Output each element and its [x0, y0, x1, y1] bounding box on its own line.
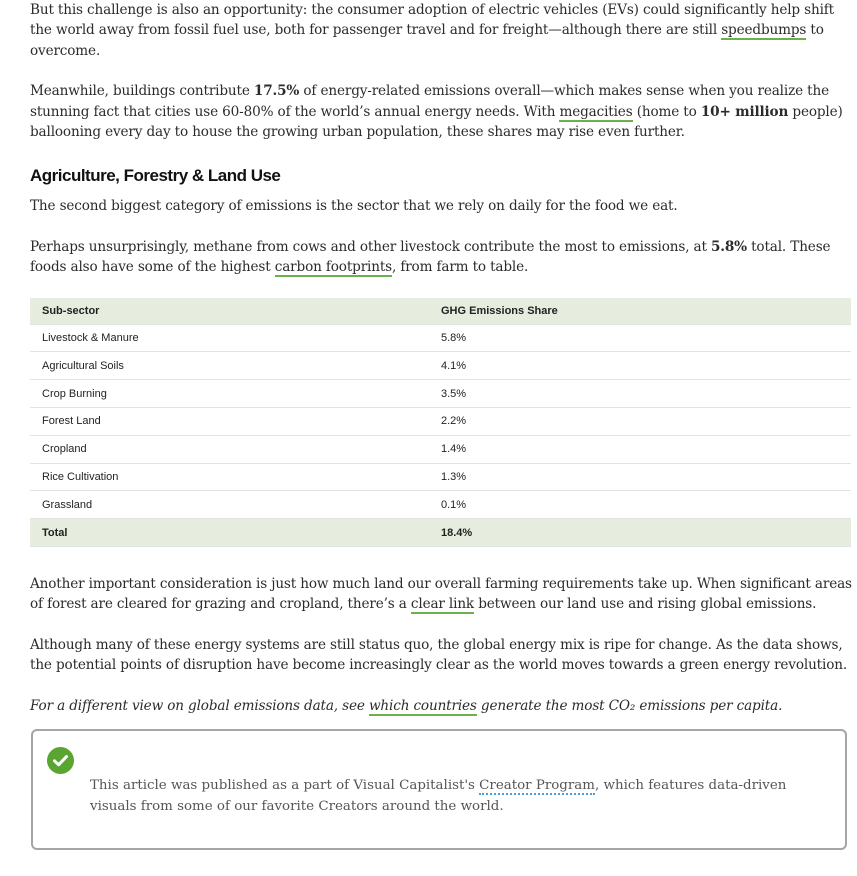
share-cell: 5.8% [441, 324, 851, 352]
subsector-cell: Forest Land [30, 408, 441, 436]
buildings-paragraph: Meanwhile, buildings contribute 17.5% of energy-related emissions overall—which makes sense when you realize the stunning fact that cities use 60-80% of the world’s annual energy needs. With megacities (home to 10+ million people) ballooning every day to house the growing urban population, these shares may rise even further. [30, 83, 843, 141]
megacity-population: 10+ million [700, 103, 789, 120]
subsector-cell: Agricultural Soils [30, 352, 441, 380]
table-row [30, 408, 851, 436]
table-header-row [30, 298, 851, 325]
share-cell: 0.1% [441, 491, 851, 519]
column-header-subsector: Sub-sector [30, 298, 441, 325]
speedbumps-link[interactable]: speedbumps [721, 22, 807, 39]
subsector-cell: Crop Burning [30, 380, 441, 408]
table-row [30, 324, 851, 352]
table-row [30, 352, 851, 380]
creator-program-link[interactable]: Creator Program [479, 778, 595, 793]
subsector-cell: Livestock & Manure [30, 324, 441, 352]
creator-program-callout [31, 729, 847, 850]
table-row [30, 380, 851, 408]
different-view-paragraph: For a different view on global emissions data, see which countries generate the most CO₂ emissions per capita. [30, 697, 783, 714]
total-share-cell: 18.4% [441, 519, 851, 547]
table-total-row [30, 519, 851, 547]
share-cell: 3.5% [441, 380, 851, 408]
article-body [30, 0, 852, 736]
which-countries-link[interactable]: which countries [368, 697, 477, 714]
share-cell: 2.2% [441, 408, 851, 436]
check-circle-icon [47, 747, 74, 774]
table-row [30, 463, 851, 491]
subsector-cell: Grassland [30, 491, 441, 519]
callout-text: This article was published as a part of Visual Capitalist's Creator Program, which features data-driven visuals from some of our favorite Creators around the world. [90, 778, 787, 814]
subsector-cell: Cropland [30, 435, 441, 463]
status-quo-paragraph: Although many of these energy systems are still status quo, the global energy mix is ripe for change. As the data shows, the potential points of disruption have become increasingly clear as the world moves towards a green energy revolution. [30, 636, 847, 674]
second-category-paragraph: The second biggest category of emissions is the sector that we rely on daily for the food we eat. [30, 198, 678, 215]
methane-paragraph: Perhaps unsurprisingly, methane from cows and other livestock contribute the most to emissions, at 5.8% total. These foods also have some of the highest carbon footprints, from farm to table. [30, 238, 831, 276]
table-row [30, 435, 851, 463]
share-cell: 1.3% [441, 463, 851, 491]
megacities-link[interactable]: megacities [559, 103, 633, 120]
livestock-share: 5.8% [710, 238, 747, 255]
table-row [30, 491, 851, 519]
land-use-paragraph: Another important consideration is just how much land our overall farming requirements take up. When significant areas of forest are cleared for grazing and cropland, there’s a clear link between our land use and rising global emissions. [30, 576, 852, 613]
total-label-cell: Total [30, 519, 441, 547]
clear-link-link[interactable]: clear link [410, 596, 475, 613]
ev-paragraph: But this challenge is also an opportunity: the consumer adoption of electric vehicles (EVs) could significantly help shift the world away from fossil fuel use, both for passenger travel and for freight—although there are still speedbumps to overcome. [30, 2, 834, 59]
subsector-cell: Rice Cultivation [30, 463, 441, 491]
buildings-share: 17.5% [253, 83, 300, 100]
share-cell: 1.4% [441, 435, 851, 463]
section-heading: Agriculture, Forestry & Land Use [30, 166, 281, 186]
emissions-table [30, 298, 851, 547]
column-header-share: GHG Emissions Share [441, 298, 851, 325]
share-cell: 4.1% [441, 352, 851, 380]
carbon-footprints-link[interactable]: carbon footprints [274, 259, 392, 276]
